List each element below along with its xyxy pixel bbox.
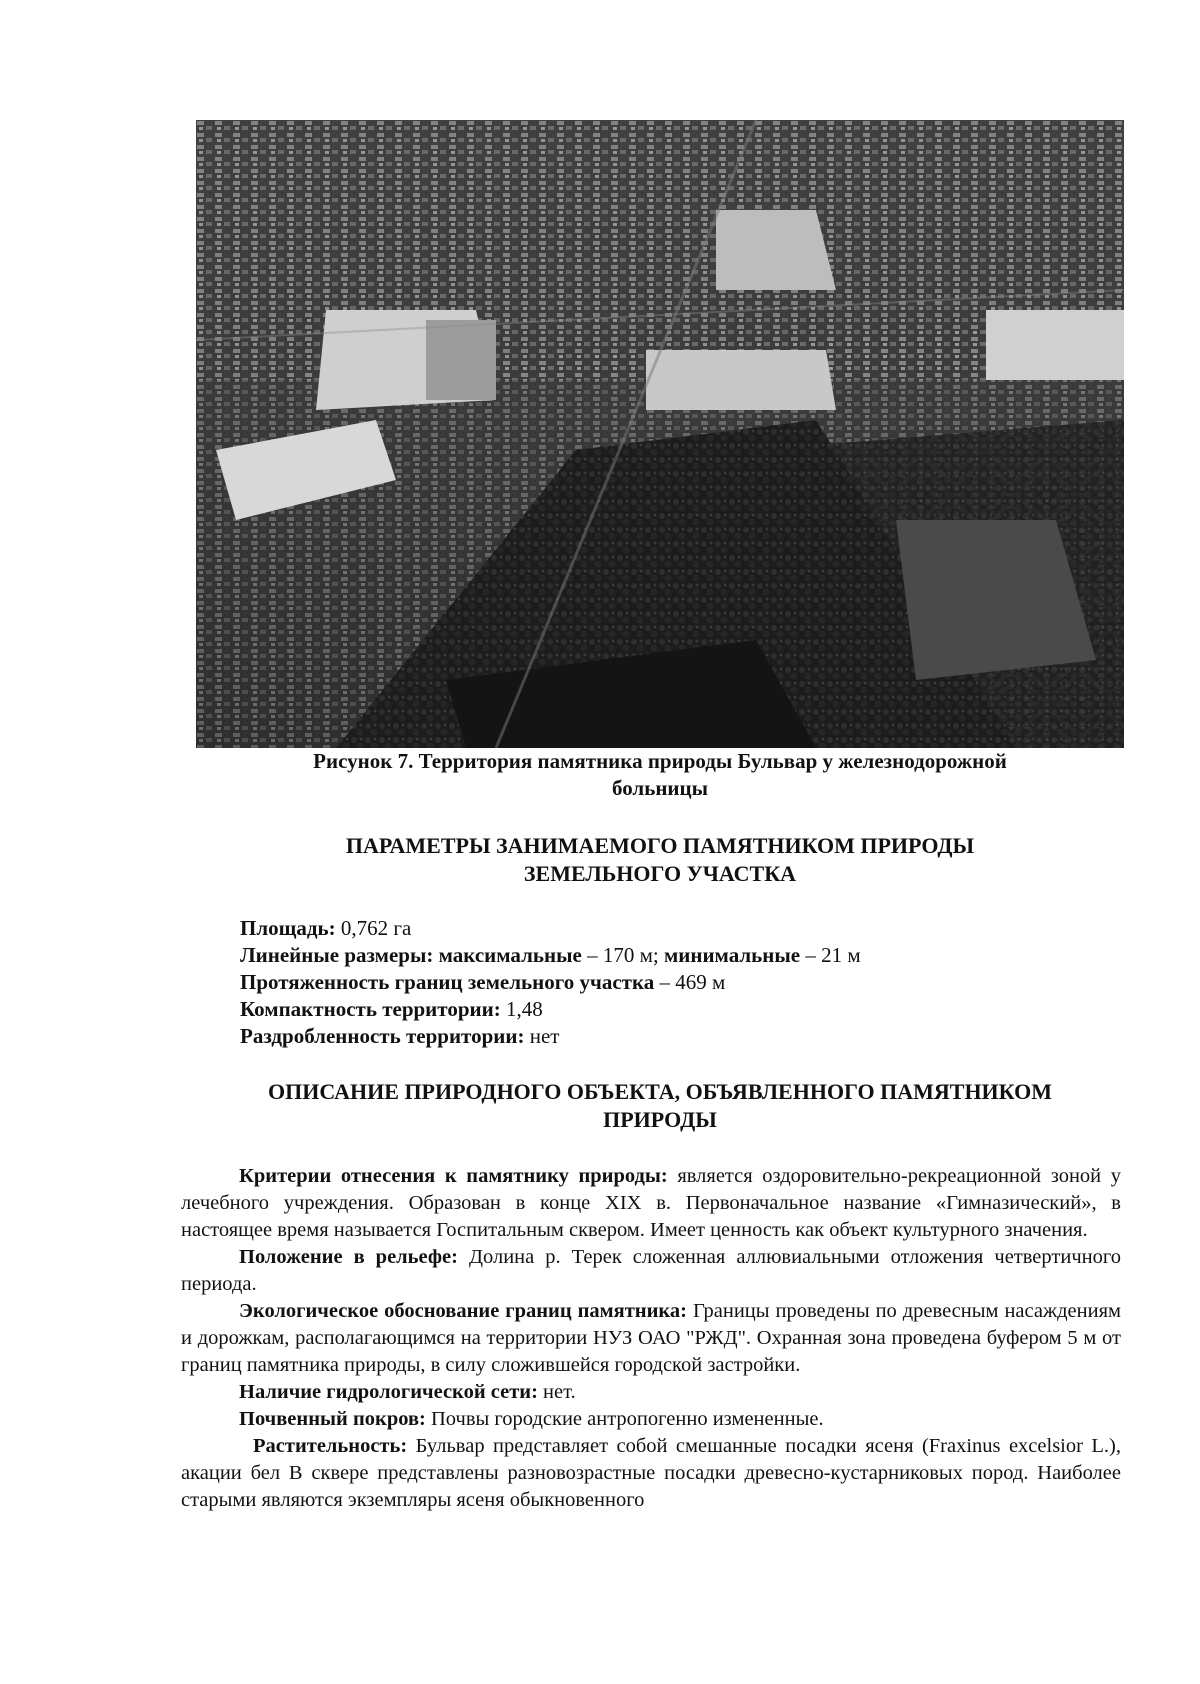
paragraph-vegetation-text: Бульвар представляет собой смешанные посадки ясеня (Fraxinus excelsior L.), акации бел В сквере представлены разновозрастные посадки древесно-кустарниковых пород. Наиболее старыми являются экземпляры ясеня обыкновенного [181,1435,1121,1511]
paragraph-hydrology [181,1379,1121,1406]
paragraph-boundaries-text: Границы проведены по древесным насаждениям и дорожкам, располагающимся на территории НУЗ ОАО "РЖД". Охранная зона проведена буфером 5 м от границ памятника природы, в силу сложившейся городской застройки. [181,1300,1122,1376]
param-max-value: – 170 м; [581,943,659,967]
paragraph-boundaries-label: Экологическое обоснование границ памятника: [239,1300,687,1322]
paragraph-criteria [181,1163,1121,1244]
param-border-length [240,969,1120,996]
param-fragmentation [240,1023,1120,1050]
paragraph-relief-label: Положение в рельефе: [239,1246,458,1268]
section-title-parameters-line2: ЗЕМЕЛЬНОГО УЧАСТКА [523,861,797,886]
param-area [240,915,1120,942]
param-border-value: – 469 м [654,970,726,994]
paragraph-soil-label: Почвенный покров: [239,1408,426,1430]
param-min-value: – 21 м [800,943,861,967]
paragraph-vegetation [181,1433,1121,1514]
param-max-label: максимальные [433,943,582,967]
param-compactness [240,996,1120,1023]
paragraph-hydrology-text: нет. [537,1381,576,1403]
section-title-description-line2: ПРИРОДЫ [603,1107,717,1132]
paragraph-relief-text: Долина р. Терек сложенная аллювиальными отложения четвертичного периода. [181,1246,1121,1295]
paragraph-hydrology-label: Наличие гидрологической сети: [239,1381,538,1403]
param-min-label: минимальные [658,943,801,967]
param-area-value: 0,762 га [335,916,412,940]
param-border-label: Протяженность границ земельного участка [240,970,655,994]
param-linear-label: Линейные размеры: [240,943,434,967]
param-fragment-value: нет [524,1024,560,1048]
section-title-parameters-line1: ПАРАМЕТРЫ ЗАНИМАЕМОГО ПАМЯТНИКОМ ПРИРОДЫ [345,833,975,858]
figure-caption [196,748,1124,802]
param-fragment-label: Раздробленность территории: [240,1024,525,1048]
figure-caption-line1: Рисунок 7. Территория памятника природы Бульвар у железнодорожной [313,749,1007,773]
param-compact-value: 1,48 [500,997,543,1021]
paragraph-criteria-text: является оздоровительно-рекреационной зоной у лечебного учреждения. Образован в конце XIX в. Первоначальное название «Гимназический», в настоящее время называется Госпитальным сквером. Имеет ценность как объект культурного значения. [181,1165,1121,1241]
aerial-city-image [196,120,1124,748]
description-body [181,1163,1121,1514]
figure-caption-line2: больницы [611,776,709,800]
paragraph-vegetation-label: Растительность: [253,1435,408,1457]
paragraph-soil-text: Почвы городские антропогенно измененные. [425,1408,824,1430]
section-title-description-line1: ОПИСАНИЕ ПРИРОДНОГО ОБЪЕКТА, ОБЪЯВЛЕННОГО ПАМЯТНИКОМ [268,1079,1052,1104]
section-title-parameters [196,832,1124,888]
parameters-list [240,915,1120,1050]
paragraph-criteria-label: Критерии отнесения к памятнику природы: [239,1165,668,1187]
paragraph-relief [181,1244,1121,1298]
paragraph-soil [181,1406,1121,1433]
section-title-description [196,1078,1124,1134]
param-linear-dimensions [240,942,1120,969]
param-compact-label: Компактность территории: [240,997,501,1021]
paragraph-boundaries [181,1298,1121,1379]
aerial-photo-figure [196,120,1124,748]
param-area-label: Площадь: [240,916,336,940]
